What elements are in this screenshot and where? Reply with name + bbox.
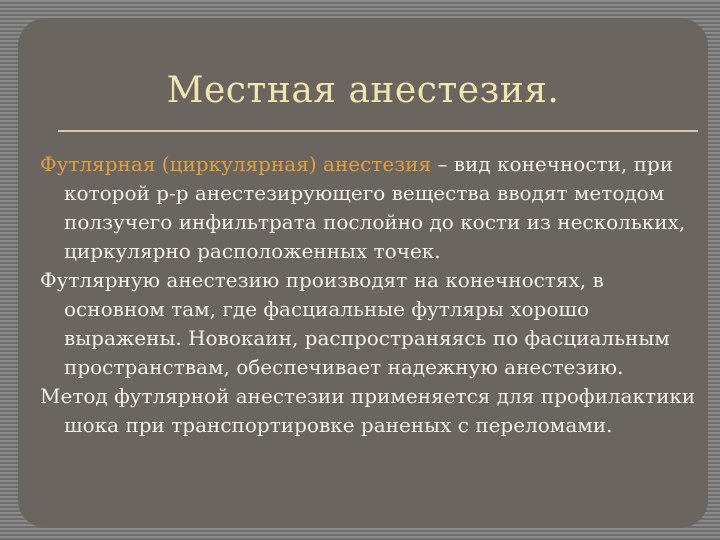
purpose-text: Метод футлярной анестезии применяется для профилактики шока при транспортировке раненых с переломами. — [40, 384, 696, 437]
application-text: Футлярную анестезию производят на конечностях, в основном там, где фасциальные футляры хорошо выражены. Новокаин, распространяясь по фасциальным пространствам, обеспечивает надежную анестезию. — [40, 268, 670, 379]
slide-body — [40, 150, 700, 440]
slide-title: Местная анестезия. — [166, 70, 560, 111]
definition-text: – вид конечности, при которой р-р анестезирующего вещества вводят методом ползучего инфильтрата послойно до кости из нескольких, циркулярно расположенных точек. — [64, 152, 686, 263]
term-highlight: Футлярная (циркулярная) анестезия — [40, 152, 432, 176]
title-divider — [58, 130, 698, 132]
paragraph-purpose — [40, 382, 700, 440]
paragraph-definition — [40, 150, 700, 266]
paragraph-application — [40, 266, 700, 382]
slide-panel — [18, 18, 708, 528]
